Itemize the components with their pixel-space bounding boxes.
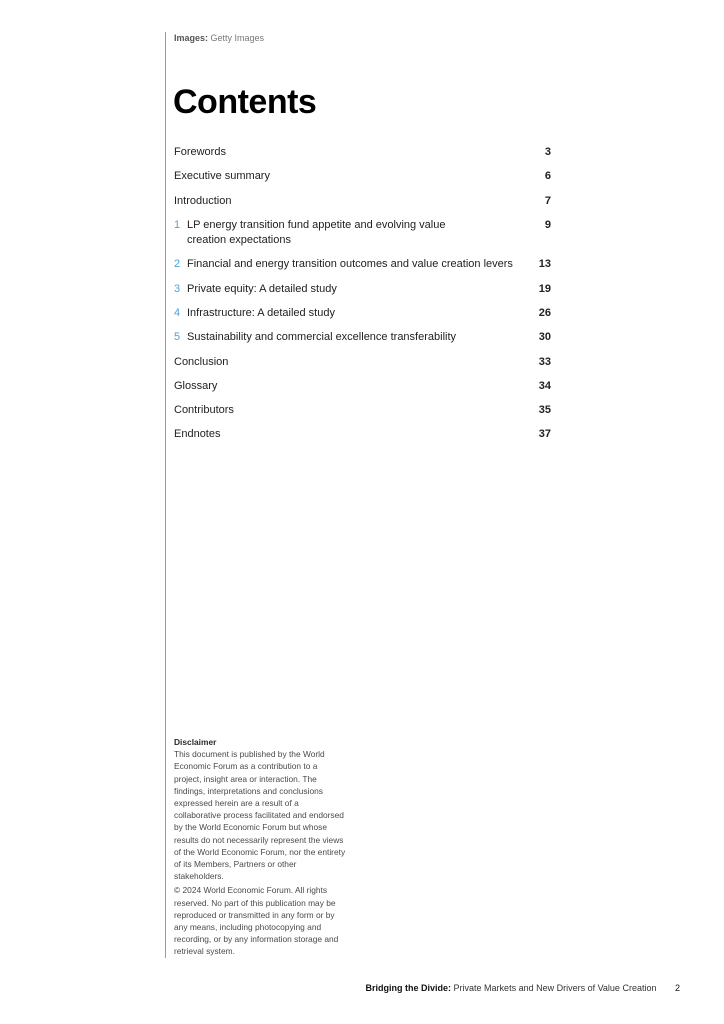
disclaimer — [174, 736, 346, 958]
toc-entry-endnotes[interactable] — [174, 427, 551, 442]
toc-entry-title: Introduction — [174, 194, 232, 207]
toc-entry-glossary[interactable] — [174, 379, 551, 394]
toc-entry-title: Executive summary — [174, 170, 270, 183]
image-credit — [174, 33, 264, 43]
toc-entry-page: 13 — [538, 258, 551, 271]
toc-entry-chapter-1[interactable] — [174, 218, 551, 248]
table-of-contents — [174, 145, 551, 452]
toc-entry-page: 30 — [538, 331, 551, 344]
toc-entry-chapter-4[interactable] — [174, 306, 551, 321]
toc-entry-page: 35 — [538, 404, 551, 417]
toc-entry-forewords[interactable] — [174, 145, 551, 160]
page-number: 2 — [674, 983, 680, 993]
toc-entry-page: 6 — [544, 170, 551, 183]
toc-entry-page: 9 — [544, 218, 551, 231]
image-credit-label: Images: — [174, 33, 209, 43]
toc-entry-chapter-2[interactable] — [174, 257, 551, 272]
toc-entry-title: Conclusion — [174, 355, 229, 368]
image-credit-value: Getty Images — [210, 33, 265, 43]
disclaimer-heading: Disclaimer — [174, 737, 217, 747]
page-footer — [366, 983, 680, 993]
toc-entry-page: 19 — [538, 282, 551, 295]
toc-entry-page: 26 — [538, 306, 551, 319]
toc-entry-title: Sustainability and commercial excellence transferability — [187, 331, 457, 344]
disclaimer-body: This document is published by the World Economic Forum as a contribution to a project, insight area or interaction. The findings, interpretations and conclusions expressed herein are a result of a collaborative process facilitated and endorsed by the World Economic Forum but whose results do not necessarily represent the views of the World Economic Forum, nor the entirety of its Members, Partners or other stakeholders. — [174, 749, 346, 882]
margin-rule — [165, 32, 166, 958]
toc-entry-title: Forewords — [174, 146, 226, 158]
toc-entry-title: Endnotes — [174, 428, 221, 441]
toc-entry-title: Infrastructure: A detailed study — [187, 306, 335, 319]
toc-entry-conclusion[interactable] — [174, 355, 551, 370]
toc-entry-title: Private equity: A detailed study — [187, 282, 337, 295]
toc-entry-introduction[interactable] — [174, 194, 551, 209]
toc-chapter-number: 3 — [174, 282, 181, 295]
toc-entry-page: 7 — [544, 194, 551, 207]
footer-title-prefix: Bridging the Divide: — [365, 983, 452, 993]
toc-entry-title: Glossary — [174, 379, 218, 392]
toc-entry-page: 33 — [538, 355, 551, 368]
toc-entry-title: Contributors — [174, 404, 234, 417]
toc-entry-page: 34 — [538, 379, 551, 392]
toc-entry-title: Financial and energy transition outcomes and value creation levers — [187, 258, 513, 271]
toc-entry-page: 3 — [544, 146, 551, 158]
toc-entry-chapter-3[interactable] — [174, 282, 551, 297]
page-title: Contents — [173, 83, 317, 121]
toc-chapter-number: 1 — [174, 218, 181, 231]
toc-entry-page: 37 — [538, 428, 551, 441]
toc-chapter-number: 5 — [174, 331, 181, 344]
toc-entry-chapter-5[interactable] — [174, 330, 551, 345]
copyright-notice: © 2024 World Economic Forum. All rights reserved. No part of this publication may be reproduced or transmitted in any form or by any means, including photocopying and recording, or by any information storage and retrieval system. — [174, 885, 339, 957]
footer-title: Private Markets and New Drivers of Value Creation — [453, 983, 657, 993]
toc-entry-title: LP energy transition fund appetite and evolving value creation expectations — [187, 218, 446, 246]
toc-chapter-number: 2 — [174, 258, 181, 271]
toc-entry-contributors[interactable] — [174, 403, 551, 418]
toc-chapter-number: 4 — [174, 306, 181, 319]
toc-entry-executive-summary[interactable] — [174, 169, 551, 184]
